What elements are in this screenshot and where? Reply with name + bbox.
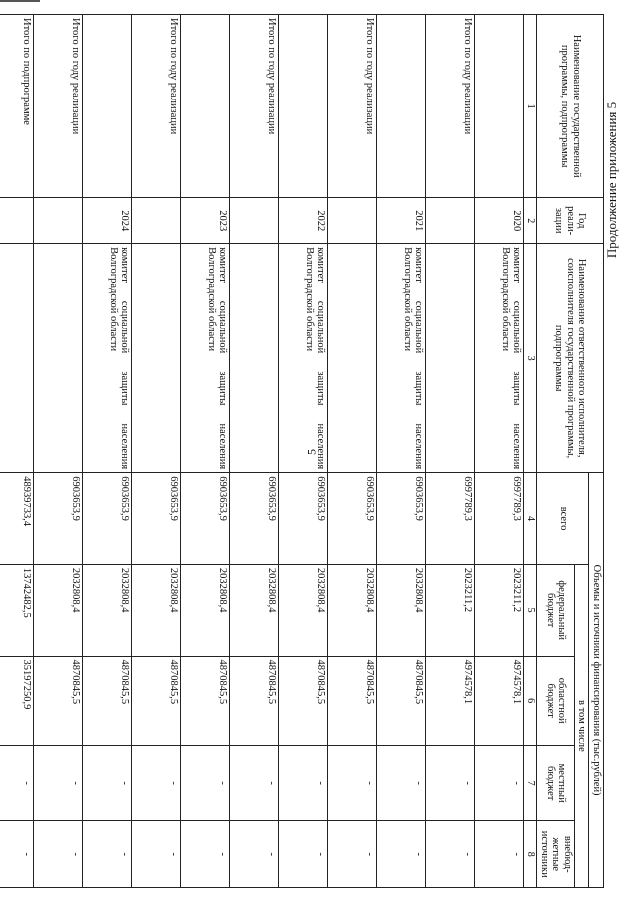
row-extra: - bbox=[181, 821, 230, 888]
row-local: - bbox=[0, 745, 34, 821]
row-year: 2023 bbox=[181, 198, 230, 244]
row-year: 2021 bbox=[377, 198, 426, 244]
page-number: 5 bbox=[304, 449, 319, 455]
row-regional: 35197250,9 bbox=[0, 656, 34, 745]
row-program-name: Итого по году реализации bbox=[328, 15, 377, 198]
row-extra: - bbox=[34, 821, 83, 888]
row-federal: 2032808,4 bbox=[83, 564, 132, 656]
header-extra: внебюд-жетные источники bbox=[537, 821, 575, 888]
row-federal: 2032808,4 bbox=[132, 564, 181, 656]
table-row bbox=[181, 15, 230, 888]
row-regional: 4870845,5 bbox=[83, 656, 132, 745]
row-local: - bbox=[34, 745, 83, 821]
row-total: 6997789,3 bbox=[475, 473, 524, 565]
row-program-name: Итого по году реализации bbox=[34, 15, 83, 198]
row-local: - bbox=[83, 745, 132, 821]
row-total: 6903653,9 bbox=[279, 473, 328, 565]
row-year bbox=[0, 198, 34, 244]
row-year bbox=[34, 198, 83, 244]
row-regional: 4974578,1 bbox=[475, 656, 524, 745]
row-extra: - bbox=[377, 821, 426, 888]
row-extra: - bbox=[0, 821, 34, 888]
column-number: 3 bbox=[524, 244, 537, 473]
table-row bbox=[328, 15, 377, 888]
row-regional: 4870845,5 bbox=[230, 656, 279, 745]
row-executor bbox=[426, 244, 475, 473]
row-federal: 2023211,2 bbox=[475, 564, 524, 656]
row-federal: 2032808,4 bbox=[34, 564, 83, 656]
row-total: 6903653,9 bbox=[181, 473, 230, 565]
column-number-row bbox=[524, 15, 537, 888]
header-local: местный бюджет bbox=[537, 745, 575, 821]
row-regional: 4870845,5 bbox=[181, 656, 230, 745]
financing-table bbox=[0, 14, 604, 888]
header-program-name: Наименование государственной программы, подпрограммы bbox=[537, 15, 604, 198]
continuation-caption: Продолжение приложения 5 bbox=[604, 101, 619, 259]
row-year: 2024 bbox=[83, 198, 132, 244]
header-total: всего bbox=[537, 473, 589, 565]
table-row bbox=[83, 15, 132, 888]
row-executor bbox=[0, 244, 34, 473]
row-federal: 2023211,2 bbox=[426, 564, 475, 656]
row-program-name: Итого по году реализации bbox=[230, 15, 279, 198]
table-row bbox=[230, 15, 279, 888]
row-regional: 4870845,5 bbox=[132, 656, 181, 745]
row-extra: - bbox=[230, 821, 279, 888]
row-total: 6903653,9 bbox=[230, 473, 279, 565]
row-local: - bbox=[328, 745, 377, 821]
table-row bbox=[475, 15, 524, 888]
row-executor: комитет социальной защиты населения Волгоградской области bbox=[83, 244, 132, 473]
row-extra: - bbox=[83, 821, 132, 888]
row-federal: 2032808,4 bbox=[328, 564, 377, 656]
column-number: 1 bbox=[524, 15, 537, 198]
column-number: 4 bbox=[524, 473, 537, 565]
row-federal: 2032808,4 bbox=[279, 564, 328, 656]
row-year bbox=[230, 198, 279, 244]
header-including: в том числе bbox=[574, 564, 589, 887]
row-program-name bbox=[181, 15, 230, 198]
row-local: - bbox=[132, 745, 181, 821]
column-number: 8 bbox=[524, 821, 537, 888]
header-regional: областной бюджет bbox=[537, 656, 575, 745]
row-program-name: Итого по подпрограмме bbox=[0, 15, 34, 198]
column-number: 2 bbox=[524, 198, 537, 244]
row-local: - bbox=[279, 745, 328, 821]
row-executor: комитет социальной защиты населения Волгоградской области bbox=[181, 244, 230, 473]
table-body bbox=[0, 15, 524, 888]
table-row bbox=[0, 15, 34, 888]
row-regional: 4974578,1 bbox=[426, 656, 475, 745]
row-executor bbox=[328, 244, 377, 473]
table-row bbox=[377, 15, 426, 888]
row-local: - bbox=[230, 745, 279, 821]
row-executor bbox=[34, 244, 83, 473]
table-row bbox=[279, 15, 328, 888]
row-executor bbox=[132, 244, 181, 473]
row-year bbox=[132, 198, 181, 244]
row-local: - bbox=[181, 745, 230, 821]
table-row bbox=[426, 15, 475, 888]
column-number: 7 bbox=[524, 745, 537, 821]
row-regional: 4870845,5 bbox=[377, 656, 426, 745]
row-local: - bbox=[426, 745, 475, 821]
row-extra: - bbox=[426, 821, 475, 888]
row-executor: комитет социальной защиты населения Волгоградской области bbox=[475, 244, 524, 473]
column-number: 5 bbox=[524, 564, 537, 656]
row-regional: 4870845,5 bbox=[328, 656, 377, 745]
row-program-name bbox=[279, 15, 328, 198]
row-total: 6903653,9 bbox=[83, 473, 132, 565]
row-federal: 2032808,4 bbox=[230, 564, 279, 656]
row-executor bbox=[230, 244, 279, 473]
row-total: 48939733,4 bbox=[0, 473, 34, 565]
row-total: 6903653,9 bbox=[377, 473, 426, 565]
row-federal: 2032808,4 bbox=[181, 564, 230, 656]
row-program-name bbox=[475, 15, 524, 198]
row-extra: - bbox=[279, 821, 328, 888]
table-row bbox=[34, 15, 83, 888]
row-federal: 2032808,4 bbox=[377, 564, 426, 656]
row-executor: комитет социальной защиты населения Волгоградской области bbox=[279, 244, 328, 473]
row-year: 2020 bbox=[475, 198, 524, 244]
row-program-name bbox=[377, 15, 426, 198]
row-year bbox=[328, 198, 377, 244]
row-local: - bbox=[377, 745, 426, 821]
row-total: 6903653,9 bbox=[34, 473, 83, 565]
row-program-name bbox=[83, 15, 132, 198]
row-total: 6903653,9 bbox=[132, 473, 181, 565]
row-extra: - bbox=[475, 821, 524, 888]
header-volumes: Объемы и источники финансирования (тыс.рублей) bbox=[589, 473, 604, 888]
header-federal: федеральный бюджет bbox=[537, 564, 575, 656]
row-total: 6903653,9 bbox=[328, 473, 377, 565]
row-federal: 13742482,5 bbox=[0, 564, 34, 656]
table-header bbox=[524, 15, 604, 888]
row-executor: комитет социальной защиты населения Волгоградской области bbox=[377, 244, 426, 473]
column-number: 6 bbox=[524, 656, 537, 745]
table-row bbox=[132, 15, 181, 888]
row-extra: - bbox=[328, 821, 377, 888]
row-extra: - bbox=[132, 821, 181, 888]
row-total: 6997789,3 bbox=[426, 473, 475, 565]
row-year: 2022 bbox=[279, 198, 328, 244]
row-local: - bbox=[475, 745, 524, 821]
row-program-name: Итого по году реализации bbox=[426, 15, 475, 198]
header-executor: Наименование ответственного исполнителя, соисполнителя государственной программы, подпрограммы bbox=[537, 244, 604, 473]
header-year: Год реали-зации bbox=[537, 198, 604, 244]
row-year bbox=[426, 198, 475, 244]
row-regional: 4870845,5 bbox=[279, 656, 328, 745]
row-regional: 4870845,5 bbox=[34, 656, 83, 745]
row-program-name: Итого по году реализации bbox=[132, 15, 181, 198]
